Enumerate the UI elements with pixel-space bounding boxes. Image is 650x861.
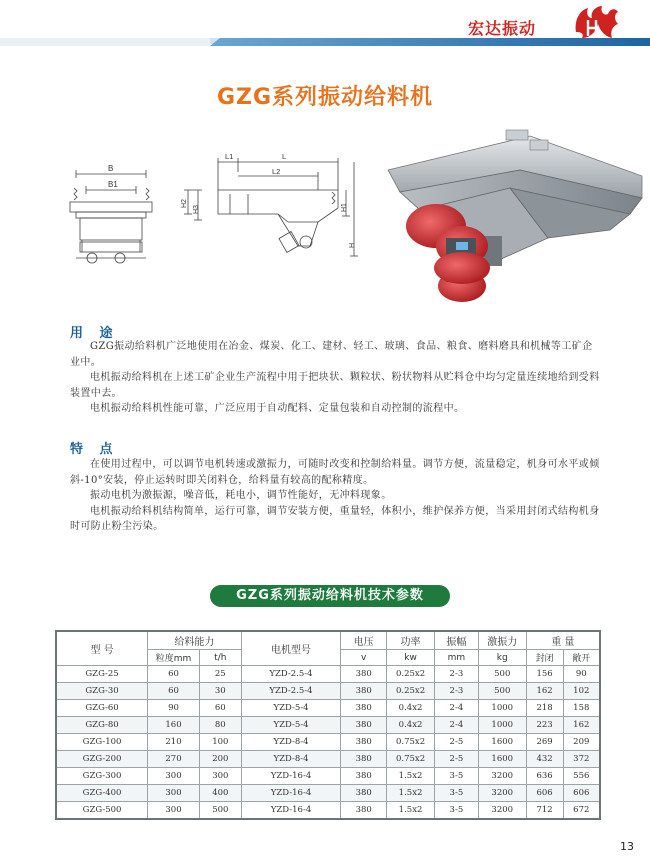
table-cell: 0.4x2	[387, 700, 435, 717]
table-cell: 160	[148, 717, 200, 734]
table-cell: 209	[563, 734, 600, 751]
table-cell: 380	[341, 751, 387, 768]
table-cell: 0.25x2	[387, 666, 435, 683]
table-cell: 500	[478, 666, 526, 683]
spec-table	[55, 630, 601, 820]
table-cell: 90	[148, 700, 200, 717]
table-cell: 0.25x2	[387, 683, 435, 700]
table-cell: 556	[563, 768, 600, 785]
table-cell: 380	[341, 700, 387, 717]
table-cell: 2-4	[434, 717, 478, 734]
table-cell: 380	[341, 802, 387, 820]
header-force-unit: kg	[478, 650, 526, 666]
table-cell: GZG-100	[56, 734, 148, 751]
table-cell: YZD-2.5-4	[241, 683, 341, 700]
table-cell: 380	[341, 666, 387, 683]
table-cell: GZG-400	[56, 785, 148, 802]
table-cell: 380	[341, 768, 387, 785]
table-cell: YZD-16-4	[241, 802, 341, 820]
table-cell: GZG-300	[56, 768, 148, 785]
table-cell: 100	[199, 734, 241, 751]
table-cell: 80	[199, 717, 241, 734]
table-cell: GZG-200	[56, 751, 148, 768]
table-cell: 0.75x2	[387, 751, 435, 768]
table-cell: 218	[526, 700, 563, 717]
table-cell: 162	[526, 683, 563, 700]
table-cell: 90	[563, 666, 600, 683]
table-cell: 500	[199, 802, 241, 820]
table-cell: 380	[341, 717, 387, 734]
usage-text	[70, 339, 600, 417]
drawing-label-l2: L2	[272, 167, 281, 176]
drawing-label-b1: B1	[108, 180, 118, 189]
table-cell: 300	[148, 802, 200, 820]
header-granularity: 粒度mm	[148, 650, 200, 666]
header-force: 激振力	[478, 631, 526, 650]
table-cell: YZD-16-4	[241, 768, 341, 785]
features-heading: 特 点	[70, 442, 119, 457]
table-cell: 400	[199, 785, 241, 802]
drawing-label-h2: H2	[181, 199, 188, 208]
table-cell: 3200	[478, 785, 526, 802]
table-cell: YZD-16-4	[241, 785, 341, 802]
table-cell: GZG-80	[56, 717, 148, 734]
table-cell: 102	[563, 683, 600, 700]
header-open: 敞开	[563, 650, 600, 666]
table-cell: 636	[526, 768, 563, 785]
table-cell: 606	[563, 785, 600, 802]
table-cell: 380	[341, 785, 387, 802]
table-cell: YZD-5-4	[241, 700, 341, 717]
table-cell: 269	[526, 734, 563, 751]
table-cell: 0.75x2	[387, 734, 435, 751]
table-cell: 200	[199, 751, 241, 768]
features-paragraph: 振动电机为激振源，噪音低，耗电小，调节性能好，无冲料现象。	[90, 490, 392, 501]
table-cell: 223	[526, 717, 563, 734]
company-logo-icon	[570, 2, 622, 44]
table-cell: YZD-8-4	[241, 751, 341, 768]
table-title: GZG系列振动给料机技术参数	[210, 585, 450, 607]
header-power: 功率	[387, 631, 435, 650]
drawing-label-b: B	[108, 164, 114, 173]
drawing-label-l1: L1	[225, 152, 234, 161]
table-row	[56, 666, 600, 683]
table-cell: YZD-2.5-4	[241, 666, 341, 683]
page-number: 13	[620, 840, 634, 853]
table-cell: 3200	[478, 802, 526, 820]
features-text	[70, 457, 600, 535]
table-cell: YZD-5-4	[241, 717, 341, 734]
table-cell: 3-5	[434, 802, 478, 820]
usage-heading: 用 途	[70, 326, 119, 341]
table-cell: 1.5x2	[387, 802, 435, 820]
table-row	[56, 734, 600, 751]
table-cell: 60	[199, 700, 241, 717]
table-row	[56, 751, 600, 768]
brand-name: 宏达振动	[468, 19, 537, 38]
table-cell: GZG-500	[56, 802, 148, 820]
header-motor: 电机型号	[241, 631, 341, 666]
table-cell: GZG-30	[56, 683, 148, 700]
side-view-drawing	[178, 150, 363, 275]
table-cell: 60	[148, 666, 200, 683]
table-cell: 2-3	[434, 666, 478, 683]
drawing-label-h: H	[349, 242, 356, 248]
header-weight: 重 量	[526, 631, 600, 650]
header-tph: t/h	[199, 650, 241, 666]
table-cell: 300	[148, 785, 200, 802]
table-cell: 300	[148, 768, 200, 785]
table-cell: 2-4	[434, 700, 478, 717]
table-row	[56, 785, 600, 802]
table-cell: 500	[478, 683, 526, 700]
table-cell: 1000	[478, 700, 526, 717]
table-cell: 3200	[478, 768, 526, 785]
table-cell: 606	[526, 785, 563, 802]
table-cell: 1600	[478, 734, 526, 751]
table-row	[56, 768, 600, 785]
table-cell: 372	[563, 751, 600, 768]
table-cell: 300	[199, 768, 241, 785]
table-row	[56, 717, 600, 734]
header-amplitude-unit: mm	[434, 650, 478, 666]
features-paragraph: 电机振动给料机结构简单，运行可靠，调节安装方便，重量轻，体积小，维护保养方便，当采用封闭式结构机身时可防止粉尘污染。	[70, 505, 600, 532]
table-row	[56, 802, 600, 820]
drawing-label-h3: H3	[193, 205, 200, 214]
table-cell: 3-5	[434, 785, 478, 802]
usage-paragraph: GZG振动给料机广泛地使用在冶金、煤炭、化工、建材、轻工、玻璃、食品、粮食、磨料磨具和机械等工矿企业中。	[70, 341, 593, 368]
drawing-label-h1: H1	[341, 203, 348, 212]
drawing-label-l: L	[282, 152, 287, 161]
header-voltage: 电压	[341, 631, 387, 650]
table-cell: 270	[148, 751, 200, 768]
table-cell: 2-5	[434, 751, 478, 768]
header-model: 型 号	[56, 631, 148, 666]
table-cell: 158	[563, 700, 600, 717]
table-cell: 60	[148, 683, 200, 700]
features-paragraph: 在使用过程中，可以调节电机转速或激振力，可随时改变和控制给料量。调节方便，流量稳定，机身可水平或倾斜-10°安装，停止运转时即关闭料仓，给料量有较高的配称精度。	[70, 459, 600, 486]
table-cell: 1000	[478, 717, 526, 734]
table-cell: 2-5	[434, 734, 478, 751]
table-cell: 1600	[478, 751, 526, 768]
header-closed: 封闭	[526, 650, 563, 666]
table-cell: 3-5	[434, 768, 478, 785]
page-title: GZG系列振动给料机	[216, 85, 434, 110]
header-amplitude: 振幅	[434, 631, 478, 650]
table-cell: 432	[526, 751, 563, 768]
front-view-drawing	[62, 150, 162, 270]
product-photo	[380, 118, 650, 310]
table-cell: GZG-25	[56, 666, 148, 683]
table-row	[56, 683, 600, 700]
table-cell: 162	[563, 717, 600, 734]
table-cell: 210	[148, 734, 200, 751]
header-light-strip	[0, 38, 210, 46]
header-capacity: 给料能力	[148, 631, 242, 650]
table-cell: 30	[199, 683, 241, 700]
table-cell: 25	[199, 666, 241, 683]
table-cell: 380	[341, 683, 387, 700]
spec-table-body	[56, 666, 600, 820]
table-cell: 1.5x2	[387, 768, 435, 785]
table-row	[56, 700, 600, 717]
table-cell: 2-3	[434, 683, 478, 700]
usage-paragraph: 电机振动给料机在上述工矿企业生产流程中用于把块状、颗粒状、粉状物料从贮料仓中均匀定量连续地给到受料装置中去。	[70, 372, 600, 399]
table-cell: GZG-60	[56, 700, 148, 717]
table-cell: 1.5x2	[387, 785, 435, 802]
table-cell: 380	[341, 734, 387, 751]
table-cell: 156	[526, 666, 563, 683]
table-cell: 672	[563, 802, 600, 820]
header-voltage-unit: v	[341, 650, 387, 666]
header-power-unit: kw	[387, 650, 435, 666]
usage-paragraph: 电机振动给料机性能可靠，广泛应用于自动配料、定量包装和自动控制的流程中。	[90, 403, 465, 414]
table-cell: 712	[526, 802, 563, 820]
table-cell: 0.4x2	[387, 717, 435, 734]
table-cell: YZD-8-4	[241, 734, 341, 751]
